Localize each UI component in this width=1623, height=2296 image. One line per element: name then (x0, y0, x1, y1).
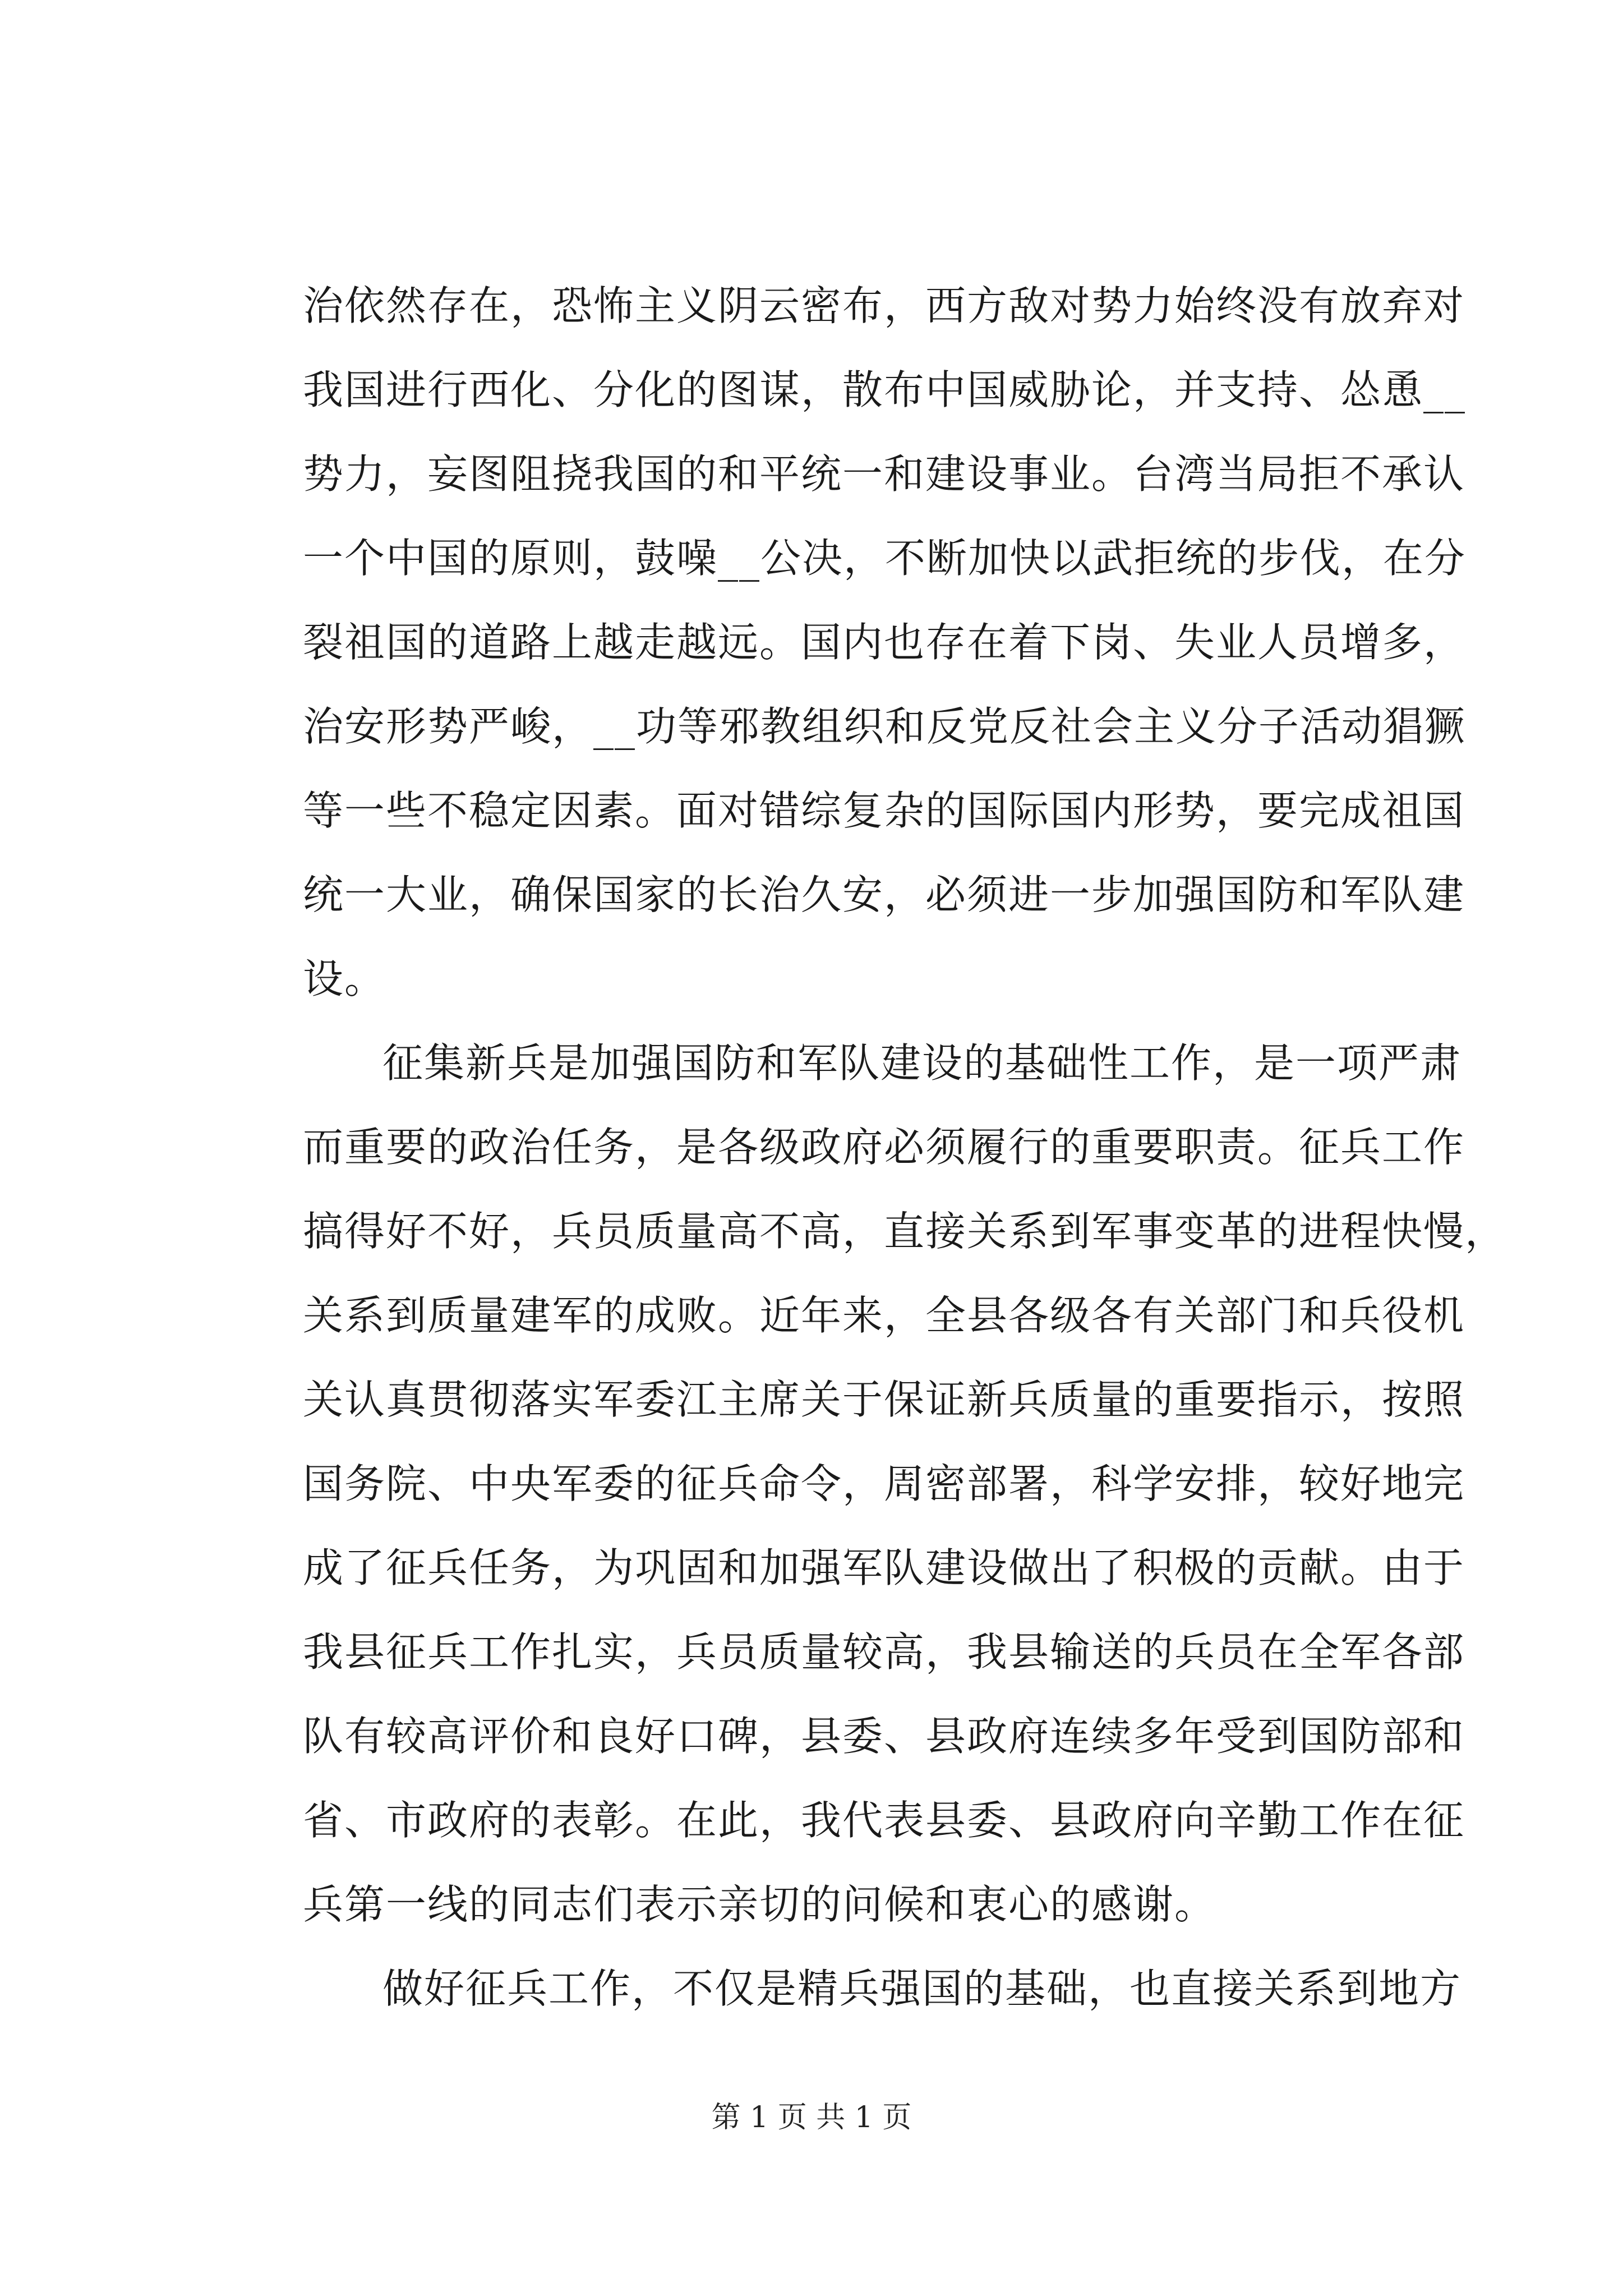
text-line: 而重要的政治任务，是各级政府必须履行的重要职责。征兵工作 (303, 1124, 1465, 1171)
page-footer (0, 2098, 1623, 2137)
page-number-label: 第 1 页 共 1 页 (711, 2101, 912, 2134)
text-line: 势力，妄图阻挠我国的和平统一和建设事业。台湾当局拒不承认 (303, 450, 1465, 498)
text-line: 我县征兵工作扎实，兵员质量较高，我县输送的兵员在全军各部 (303, 1628, 1465, 1676)
text-line: 一个中国的原则，鼓噪__公决，不断加快以武拒统的步伐，在分 (303, 535, 1467, 582)
paragraph (303, 1021, 1507, 1947)
text-line: 我国进行西化、分化的图谋，散布中国威胁论，并支持、怂恿__ (303, 366, 1467, 413)
body-text (303, 264, 1507, 2031)
text-line: 搞得好不好，兵员质量高不高，直接关系到军事变革的进程快慢， (303, 1208, 1507, 1255)
text-line: 征集新兵是加强国防和军队建设的基础性工作，是一项严肃 (382, 1039, 1462, 1087)
text-line: 治依然存在，恐怖主义阴云密布，西方敌对势力始终没有放弃对 (303, 282, 1465, 329)
text-line: 关系到质量建军的成败。近年来，全县各级各有关部门和兵役机 (303, 1292, 1465, 1339)
text-line: 做好征兵工作，不仅是精兵强国的基础，也直接关系到地方 (382, 1965, 1462, 2012)
text-line: 省、市政府的表彰。在此，我代表县委、县政府向辛勤工作在征 (303, 1797, 1465, 1844)
text-line: 队有较高评价和良好口碑，县委、县政府连续多年受到国防部和 (303, 1713, 1465, 1760)
text-line: 国务院、中央军委的征兵命令，周密部署，科学安排，较好地完 (303, 1460, 1465, 1507)
text-line: 设。 (303, 955, 386, 1002)
text-line: 兵第一线的同志们表示亲切的问候和衷心的感谢。 (303, 1881, 1216, 1928)
paragraph (303, 264, 1467, 1021)
paragraph (303, 1947, 1462, 2031)
text-line: 统一大业，确保国家的长治久安，必须进一步加强国防和军队建 (303, 871, 1465, 918)
text-line: 治安形势严峻，__功等邪教组织和反党反社会主义分子活动猖獗 (303, 703, 1467, 750)
text-line: 裂祖国的道路上越走越远。国内也存在着下岗、失业人员增多， (303, 619, 1465, 666)
text-line: 等一些不稳定因素。面对错综复杂的国际国内形势，要完成祖国 (303, 787, 1465, 834)
text-line: 关认真贯彻落实军委江主席关于保证新兵质量的重要指示，按照 (303, 1376, 1465, 1423)
text-line: 成了征兵任务，为巩固和加强军队建设做出了积极的贡献。由于 (303, 1544, 1465, 1591)
